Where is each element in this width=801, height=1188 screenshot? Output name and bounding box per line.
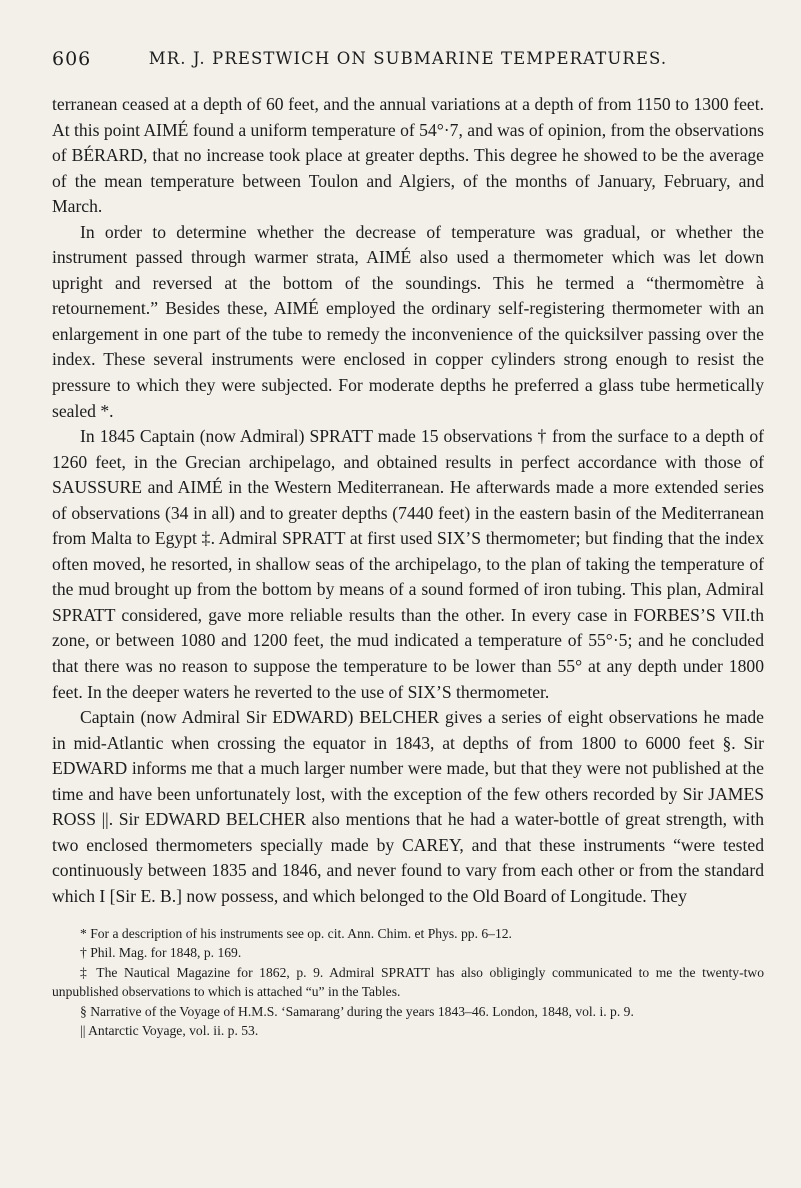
footnote: ‡ The Nautical Magazine for 1862, p. 9. Admiral SPRATT has also obligingly communicated to me the twenty-two unpublished observations to which is attached “u” in the Tables. [52, 964, 764, 1000]
paragraph: Captain (now Admiral Sir EDWARD) BELCHER gives a series of eight observations he made in mid-Atlantic when crossing the equator in 1843, at depths of from 1800 to 6000 feet §. Sir EDWARD informs me that a much larger number were made, but that they were not published at the time and have been unfortunately lost, with the exception of the few others recorded by Sir JAMES ROSS ||. Sir EDWARD BELCHER also mentions that he had a water-bottle of great strength, with two enclosed thermometers specially made by CAREY, and that these instruments “were tested continuously between 1835 and 1846, and never found to vary from each other or from the standard which I [Sir E. B.] now possess, and which belonged to the Old Board of Longitude. They [52, 707, 764, 906]
body-text [52, 92, 764, 910]
paragraph: In 1845 Captain (now Admiral) SPRATT made 15 observations † from the surface to a depth of 1260 feet, in the Grecian archipelago, and obtained results in perfect accordance with those of SAUSSURE and AIMÉ in the Western Mediterranean. He afterwards made a more extended series of observations (34 in all) and to greater depths (7440 feet) in the eastern basin of the Mediterranean from Malta to Egypt ‡. Admiral SPRATT at first used SIX’S thermometer; but finding that the index often moved, he resorted, in shallow seas of the archipelago, to the plan of taking the temperature of the mud brought up from the bottom by means of a sound formed of iron tubing. This plan, Admiral SPRATT considered, gave more reliable results than the other. In every case in FORBES’S VII.th zone, or between 1080 and 1200 feet, the mud indicated a temperature of 55°·5; and he concluded that there was no reason to suppose the temperature to be lower than 55° at any depth under 1800 feet. In the deeper waters he reverted to the use of SIX’S thermometer. [52, 426, 764, 702]
footnote: † Phil. Mag. for 1848, p. 169. [80, 945, 242, 961]
page-header [52, 48, 764, 76]
footnote: * For a description of his instruments see op. cit. Ann. Chim. et Phys. pp. 6–12. [80, 925, 512, 941]
paragraph: In order to determine whether the decrease of temperature was gradual, or whether the instrument passed through warmer strata, AIMÉ also used a thermometer which was let down upright and reversed at the bottom of the soundings. This he termed a “thermomètre à retournement.” Besides these, AIMÉ employed the ordinary self-registering thermometer with an enlargement in one part of the tube to remedy the inconvenience of the quicksilver passing over the index. These several instruments were enclosed in copper cylinders strong enough to resist the pressure to which they were subjected. For moderate depths he preferred a glass tube hermetically sealed *. [52, 221, 764, 421]
footnote: § Narrative of the Voyage of H.M.S. ‘Samarang’ during the years 1843–46. London, 1848, vol. i. p. 9. [80, 1003, 634, 1019]
footnote: || Antarctic Voyage, vol. ii. p. 53. [80, 1023, 259, 1039]
page [52, 48, 764, 1041]
footnotes [52, 924, 764, 1042]
running-head: MR. J. PRESTWICH ON SUBMARINE TEMPERATURES. [148, 49, 668, 68]
page-number: 606 [52, 48, 92, 70]
paragraph: terranean ceased at a depth of 60 feet, and the annual variations at a depth of from 1150 to 1300 feet. At this point AIMÉ found a uniform temperature of 54°·7, and was of opinion, from the observations of BÉRARD, that no increase took place at greater depths. This degree he showed to be the average of the mean temperature between Toulon and Algiers, of the months of January, February, and March. [52, 94, 764, 217]
